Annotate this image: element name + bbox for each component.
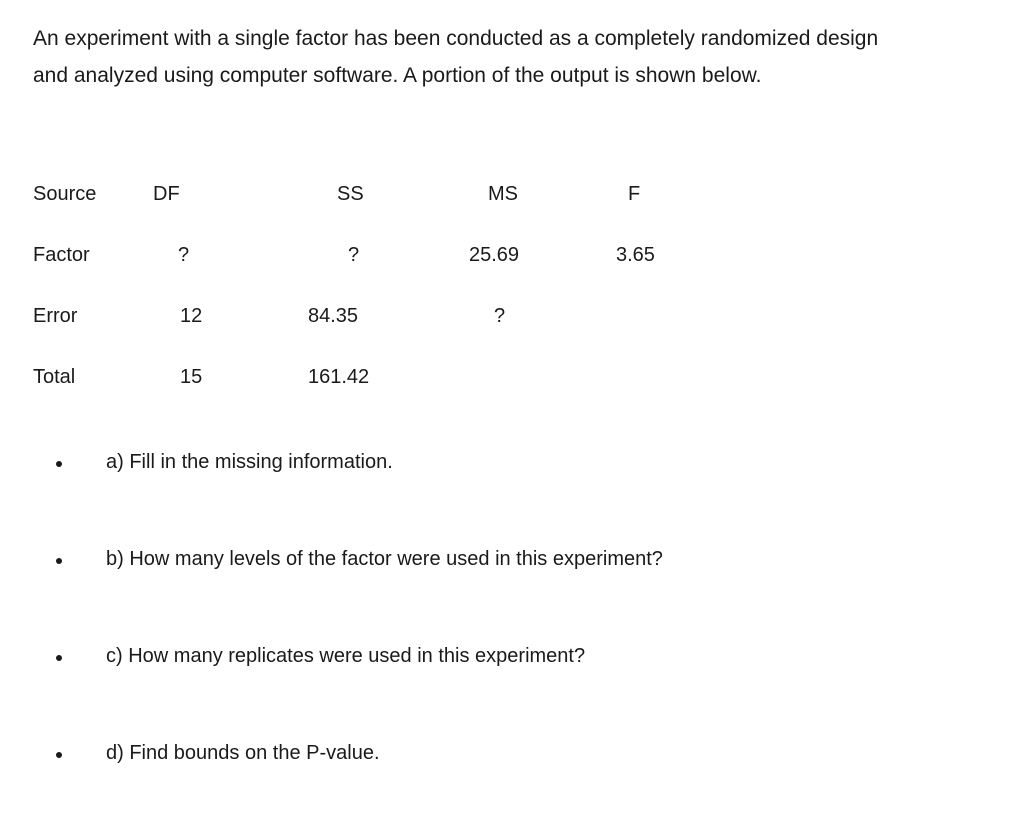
question-c: c) How many replicates were used in this experiment? [106, 645, 586, 667]
intro-line-2: and analyzed using computer software. A portion of the output is shown below. [33, 64, 762, 87]
header-f: F [628, 183, 641, 205]
question-d: d) Find bounds on the P-value. [106, 742, 380, 764]
row-factor-ms: 25.69 [469, 244, 520, 266]
bullet-icon [56, 655, 62, 661]
row-factor-df: ? [178, 244, 190, 266]
bullet-icon [56, 558, 62, 564]
intro-paragraph [33, 20, 993, 94]
intro-line-1: An experiment with a single factor has been conducted as a completely randomized design [33, 27, 879, 50]
header-df: DF [153, 183, 180, 205]
row-error-source: Error [33, 305, 78, 327]
row-total-df: 15 [180, 366, 203, 388]
bullet-icon [56, 752, 62, 758]
row-factor-ss: ? [348, 244, 360, 266]
header-ss: SS [337, 183, 364, 205]
bullet-icon [56, 461, 62, 467]
row-error-ss: 84.35 [308, 305, 359, 327]
row-factor-source: Factor [33, 244, 90, 266]
row-error-ms: ? [494, 305, 506, 327]
question-b: b) How many levels of the factor were used in this experiment? [106, 548, 663, 570]
header-ms: MS [488, 183, 518, 205]
row-total-source: Total [33, 366, 76, 388]
row-factor-f: 3.65 [616, 244, 655, 266]
header-source: Source [33, 183, 97, 205]
row-error-df: 12 [180, 305, 203, 327]
question-a: a) Fill in the missing information. [106, 451, 393, 473]
row-total-ss: 161.42 [308, 366, 370, 388]
